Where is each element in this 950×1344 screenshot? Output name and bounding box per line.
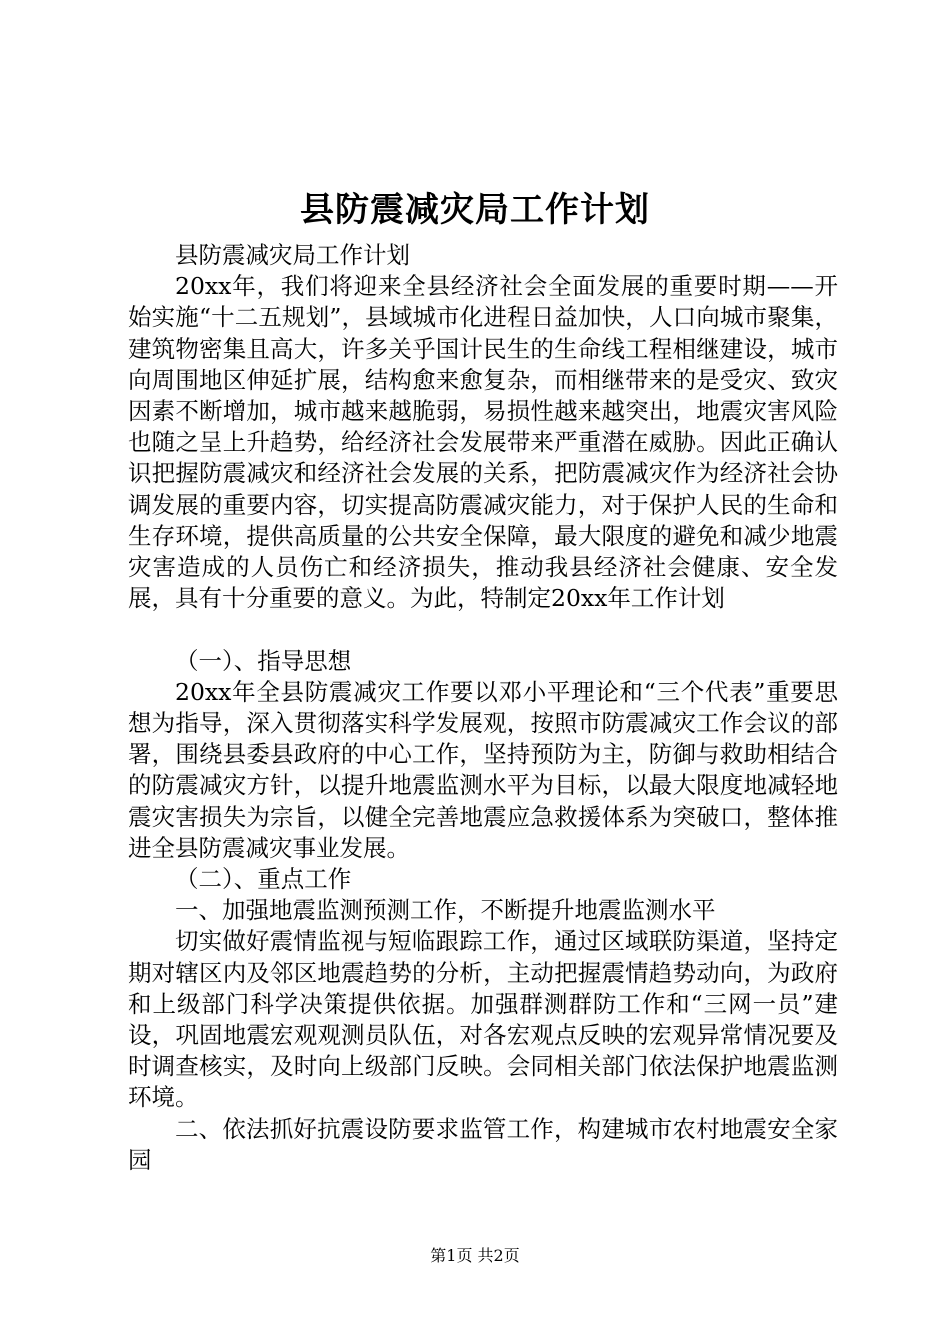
section-heading-guiding-thought: （一）、指导思想 <box>175 646 352 675</box>
subheading-monitoring: 一、加强地震监测预测工作，不断提升地震监测水平 <box>175 896 716 925</box>
document-title: 县防震减灾局工作计划 <box>300 190 650 230</box>
monitoring-paragraph: 切实做好震情监视与短临跟踪工作，通过区域联防渠道，坚持定期对辖区内及邻区地震趋势的分析，主动把握震情趋势动向，为政府和上级部门科学决策提供依据。加强群测群防工作和“三网一员”建设，巩固地震宏观观测员队伍，对各宏观点反映的宏观异常情况要及时调查核实，及时向上级部门反映。会同相关部门依法保护地震监测环境。 <box>128 927 838 1112</box>
section-heading-key-work: （二）、重点工作 <box>175 865 352 894</box>
intro-paragraph: 20xx年，我们将迎来全县经济社会全面发展的重要时期——开始实施“十二五规划”，县域城市化进程日益加快，人口向城市聚集，建筑物密集且高大，许多关乎国计民生的生命线工程相继建设，城市向周围地区伸延扩展，结构愈来愈复杂，而相继带来的是受灾、致灾因素不断增加，城市越来越脆弱，易损性越来越突出，地震灾害风险也随之呈上升趋势，给经济社会发展带来严重潜在威胁。因此正确认识把握防震减灾和经济社会发展的关系，把防震减灾作为经济社会协调发展的重要内容，切实提高防震减灾能力，对于保护人民的生命和生存环境，提供高质量的公共安全保障，最大限度的避免和减少地震灾害造成的人员伤亡和经济损失，推动我县经济社会健康、安全发展，具有十分重要的意义。为此，特制定20xx年工作计划 <box>128 272 838 613</box>
blank-line <box>128 614 838 645</box>
guiding-thought-paragraph: 20xx年全县防震减灾工作要以邓小平理论和“三个代表”重要思想为指导，深入贯彻落实科学发展观，按照市防震减灾工作会议的部署，围绕县委县政府的中心工作，坚持预防为主，防御与救助相结合的防震减灾方针，以提升地震监测水平为目标，以最大限度地减轻地震灾害损失为宗旨，以健全完善地震应急救援体系为突破口，整体推进全县防震减灾事业发展。 <box>128 677 838 862</box>
subheading-seismic-fortification: 二、依法抓好抗震设防要求监管工作，构建城市农村地震安全家园 <box>128 1114 838 1174</box>
page-footer: 第1页 共2页 <box>430 1246 520 1265</box>
subtitle-paragraph: 县防震减灾局工作计划 <box>175 241 410 269</box>
document-body <box>128 240 838 1176</box>
